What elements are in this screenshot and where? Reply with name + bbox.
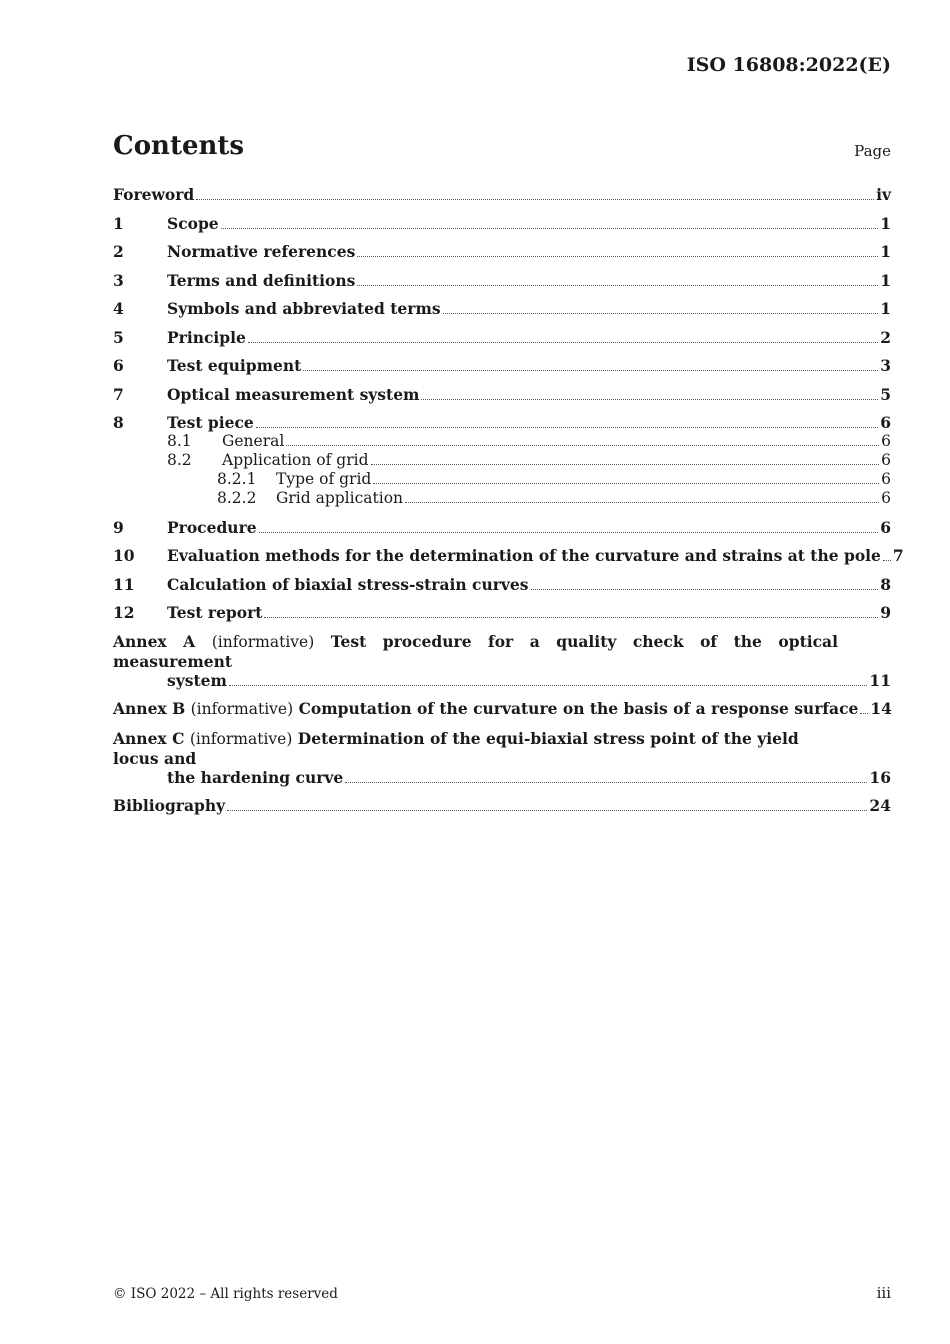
- dot-leader: [443, 313, 879, 314]
- toc-entry-page: 24: [869, 796, 891, 815]
- toc-entry-title: Evaluation methods for the determination of the curvature and strains at the pole: [167, 546, 881, 565]
- toc-entry-title: Procedure: [167, 517, 257, 537]
- toc-entry-number: 8.2.1: [217, 470, 257, 488]
- toc-entry-page: 6: [881, 451, 891, 469]
- toc-entry-8-2-1[interactable]: [113, 470, 891, 489]
- dot-leader: [860, 713, 868, 714]
- toc-entry-title: Calculation of biaxial stress-strain curves: [167, 574, 529, 594]
- toc-entry-page: 16: [869, 767, 891, 787]
- toc-entry-page: 11: [869, 670, 891, 690]
- dot-leader: [421, 399, 878, 400]
- toc-entry-title: Application of grid: [222, 451, 369, 469]
- toc-entry-page: 3: [880, 356, 891, 375]
- annex-label: Annex A: [113, 631, 196, 651]
- dot-leader: [405, 502, 879, 503]
- toc-entry-page: 1: [880, 242, 891, 261]
- toc-entry-title: Test report: [167, 603, 263, 622]
- toc-entry-title: Type of grid: [276, 470, 372, 488]
- toc-entry-page: 7: [892, 546, 904, 565]
- toc-entry-number: 8.1: [167, 432, 192, 450]
- toc-entry-bibliography[interactable]: [113, 796, 891, 815]
- toc-entry-title: Terms and definitions: [167, 270, 356, 290]
- toc-entry-number: 2: [113, 242, 124, 261]
- annex-label: Annex B: [113, 699, 186, 718]
- toc-entry-page: 1: [880, 299, 891, 318]
- annex-title: Determination of the equi-biaxial stress point of the yield locus and: [113, 728, 799, 768]
- dot-leader: [357, 256, 878, 257]
- dot-leader: [883, 560, 891, 561]
- toc-entry-4[interactable]: [113, 299, 891, 318]
- annex-type: (informative): [211, 632, 315, 651]
- toc-entry-page: 6: [880, 517, 891, 537]
- toc-entry-title: Principle: [167, 327, 246, 347]
- contents-title: Contents: [113, 131, 245, 161]
- toc-entry-number: 6: [113, 356, 124, 375]
- toc-entry-number: 7: [113, 384, 124, 404]
- dot-leader: [221, 228, 879, 229]
- toc-entry-title: Scope: [167, 213, 219, 233]
- toc-entry-page: 2: [880, 327, 891, 347]
- toc-entry-title: General: [222, 432, 285, 450]
- toc-entry-annex-b[interactable]: [113, 699, 891, 719]
- annex-title-continuation: the hardening curve: [167, 767, 344, 787]
- toc-entry-page: iv: [876, 185, 891, 204]
- toc-entry-9[interactable]: [113, 518, 891, 537]
- toc-entry-title: Grid application: [276, 489, 404, 507]
- toc-entry-number: 8: [113, 413, 124, 432]
- toc-entry-page: 1: [880, 213, 891, 233]
- dot-leader: [196, 199, 874, 200]
- toc-entry-8-1[interactable]: [113, 432, 891, 451]
- toc-entry-number: 11: [113, 574, 135, 594]
- dot-leader: [248, 342, 878, 343]
- document-id: ISO 16808:2022(E): [686, 54, 891, 76]
- toc-entry-number: 5: [113, 327, 124, 347]
- page-column-label: Page: [854, 142, 891, 160]
- dot-leader: [357, 285, 878, 286]
- annex-type: (informative): [190, 700, 294, 718]
- toc-entry-2[interactable]: [113, 242, 891, 261]
- dot-leader: [259, 532, 879, 533]
- toc-entry-number: 10: [113, 546, 135, 565]
- toc-entry-number: 8.2: [167, 451, 192, 469]
- toc-entry-annex-a[interactable]: [113, 632, 891, 690]
- toc-entry-page: 5: [880, 384, 891, 404]
- toc-entry-title: Test piece: [167, 413, 254, 432]
- toc-entry-page: 6: [880, 413, 891, 432]
- annex-title: Test procedure for a quality check of the optical measurement: [113, 631, 838, 671]
- toc-entry-number: 1: [113, 213, 124, 233]
- toc-entry-3[interactable]: [113, 271, 891, 290]
- dot-leader: [371, 464, 880, 465]
- dot-leader: [303, 370, 878, 371]
- toc-entry-6[interactable]: [113, 356, 891, 375]
- toc-entry-12[interactable]: [113, 603, 891, 622]
- annex-title-continuation: system: [167, 670, 227, 690]
- toc-entry-title: Test equipment: [167, 356, 302, 375]
- dot-leader: [531, 589, 879, 590]
- annex-a-line1: [113, 632, 891, 671]
- toc-entry-number: 9: [113, 517, 124, 537]
- dot-leader: [229, 685, 868, 686]
- toc-entry-1[interactable]: [113, 214, 891, 233]
- toc-entry-5[interactable]: [113, 328, 891, 347]
- toc-entry-page: 6: [881, 432, 891, 450]
- dot-leader: [256, 427, 878, 428]
- annex-label: Annex C: [113, 728, 185, 748]
- footer-copyright: © ISO 2022 – All rights reserved: [113, 1286, 338, 1302]
- annex-c-line2: [113, 768, 891, 787]
- toc-entry-title: Optical measurement system: [167, 384, 420, 404]
- dot-leader: [264, 617, 878, 618]
- toc-entry-number: 8.2.2: [217, 489, 257, 507]
- toc-entry-8-2-2[interactable]: [113, 489, 891, 508]
- toc-entry-page: 9: [880, 603, 891, 622]
- annex-title: Computation of the curvature on the basis of a response surface: [298, 699, 859, 718]
- toc-entry-title: Foreword: [113, 185, 195, 204]
- toc-entry-number: 4: [113, 299, 124, 318]
- table-of-contents: [113, 185, 904, 815]
- annex-a-line2: [113, 671, 891, 690]
- toc-entry-number: 3: [113, 270, 124, 290]
- annex-c-line1: [113, 729, 891, 768]
- footer-page-number: iii: [876, 1284, 891, 1302]
- dot-leader: [373, 483, 879, 484]
- toc-entry-title: Bibliography: [113, 796, 226, 815]
- toc-entry-number: 12: [113, 603, 135, 622]
- dot-leader: [286, 445, 879, 446]
- dot-leader: [345, 782, 867, 783]
- toc-entry-page: 6: [881, 489, 891, 507]
- toc-entry-11[interactable]: [113, 575, 891, 594]
- toc-entry-title: Symbols and abbreviated terms: [167, 299, 441, 318]
- toc-entry-page: 8: [880, 574, 891, 594]
- annex-type: (informative): [189, 729, 293, 748]
- toc-entry-8-2[interactable]: [113, 451, 891, 470]
- toc-entry-page: 1: [880, 270, 891, 290]
- toc-entry-annex-c[interactable]: [113, 729, 891, 787]
- toc-entry-page: 14: [870, 699, 892, 718]
- toc-entry-page: 6: [881, 470, 891, 488]
- annex-b-heading: [113, 699, 858, 719]
- toc-entry-7[interactable]: [113, 385, 891, 404]
- toc-entry-foreword[interactable]: [113, 185, 891, 204]
- toc-entry-8[interactable]: [113, 413, 891, 432]
- dot-leader: [227, 810, 867, 811]
- toc-entry-10[interactable]: [113, 546, 904, 565]
- toc-entry-title: Normative references: [167, 242, 356, 261]
